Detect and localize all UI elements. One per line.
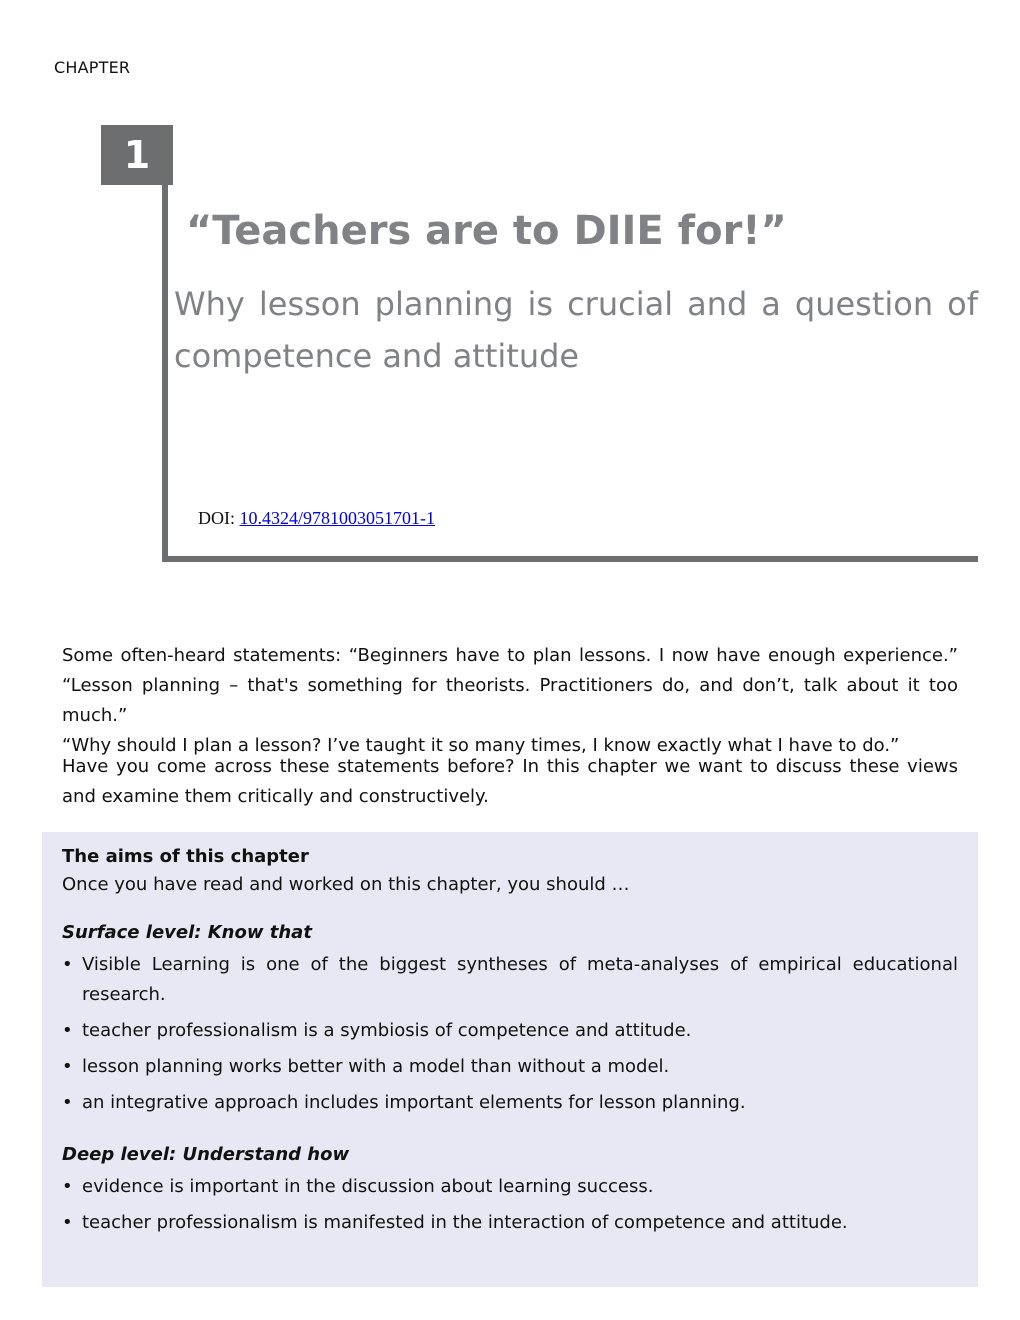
aims-box [42,832,978,1287]
chapter-title: “Teachers are to DIIE for!” [186,208,787,254]
doi-link[interactable]: 10.4324/9781003051701-1 [239,508,435,528]
bullet-icon: • [62,1092,73,1113]
chapter-number-badge: 1 [101,125,173,185]
list-item-text: an integrative approach includes important elements for lesson planning. [82,1092,746,1113]
bullet-icon: • [62,1020,73,1041]
surface-level-list [62,950,958,1118]
deep-level-list [62,1172,958,1238]
list-item-text: teacher professionalism is a symbiosis of competence and attitude. [82,1020,692,1041]
list-item [62,1208,958,1238]
statement-line: “Why should I plan a lesson? I’ve taught it so many times, I know exactly what I have to do.” [62,735,900,756]
bullet-icon: • [62,1212,73,1233]
list-item [62,1016,958,1046]
bullet-icon: • [62,1056,73,1077]
list-item-text: teacher professionalism is manifested in the interaction of competence and attitude. [82,1212,848,1233]
list-item-text: lesson planning works better with a model than without a model. [82,1056,670,1077]
doi-label: DOI: [198,508,235,528]
list-item-text: Visible Learning is one of the biggest syntheses of meta-analyses of empirical educational research. [82,954,958,1005]
deep-level-heading: Deep level: Understand how [62,1144,350,1165]
intro-statements [62,641,958,761]
intro-question: Have you come across these statements before? In this chapter we want to discuss these views and examine them critically and constructively. [62,756,958,807]
list-item [62,1088,958,1118]
aims-lead: Once you have read and worked on this chapter, you should … [62,874,630,895]
list-item [62,950,958,1010]
list-item [62,1052,958,1082]
list-item [62,1172,958,1202]
surface-level-heading: Surface level: Know that [62,922,312,943]
bullet-icon: • [62,1176,73,1197]
doi-line [198,508,435,529]
statement-line: “Lesson planning – that's something for theorists. Practitioners do, and don’t, talk about it too much.” [62,675,958,726]
aims-title: The aims of this chapter [62,846,309,867]
chapter-subtitle: Why lesson planning is crucial and a question of competence and attitude [174,285,978,375]
bullet-icon: • [62,954,73,975]
list-item-text: evidence is important in the discussion about learning success. [82,1176,654,1197]
statement-line: Some often-heard statements: “Beginners have to plan lessons. I now have enough experience.” [62,645,958,666]
chapter-label: CHAPTER [54,58,131,77]
